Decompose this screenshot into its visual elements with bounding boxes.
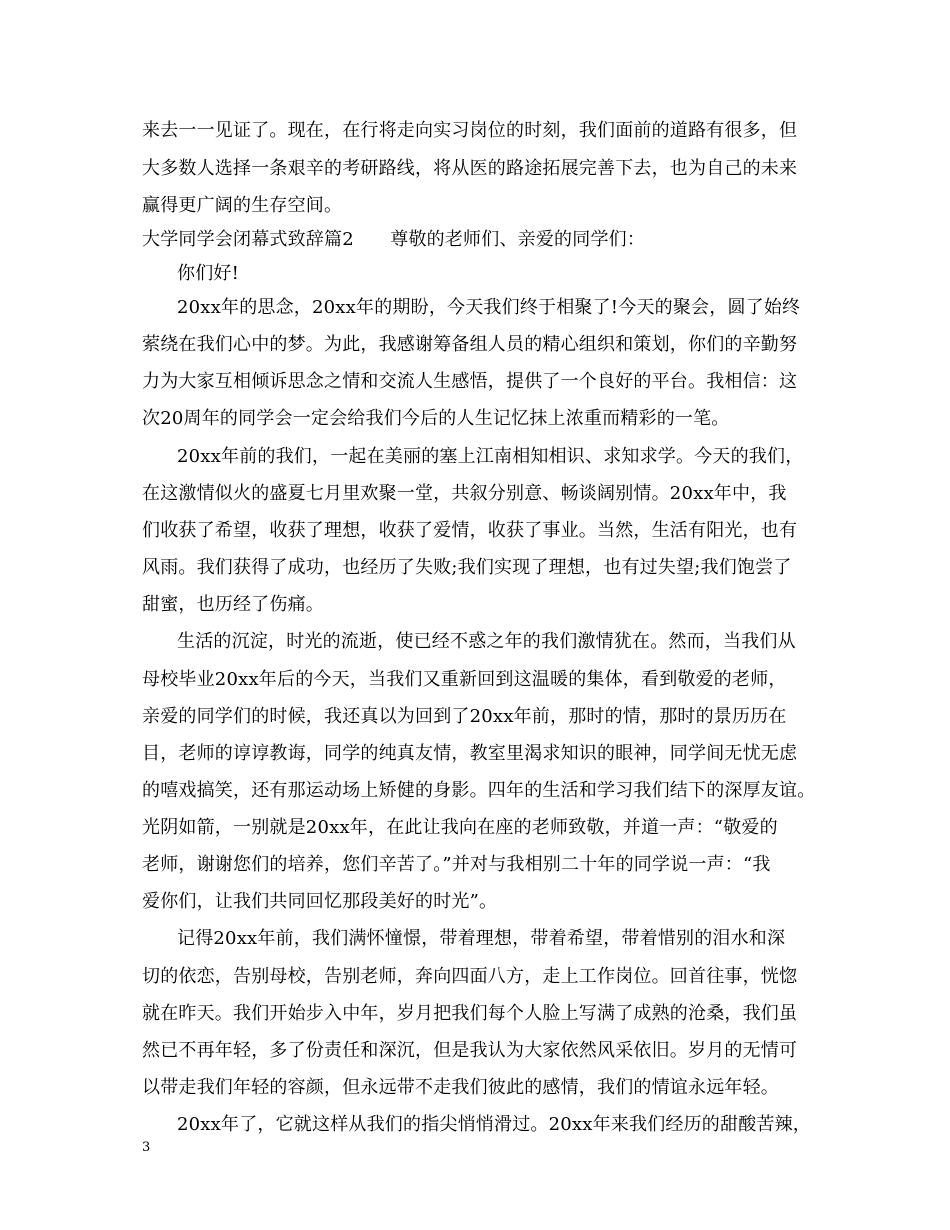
text-line: 以带走我们年轻的容颜，但永远带不走我们彼此的感情，我们的情谊永远年轻。	[142, 1077, 779, 1098]
page-number: 3	[142, 1140, 151, 1155]
text-line: 就在昨天。我们开始步入中年，岁月把我们每个人脸上写满了成熟的沧桑，我们虽	[142, 1003, 798, 1024]
text-line: 光阴如箭，一别就是20xx年，在此让我向在座的老师致敬，并道一声：“敬爱的	[142, 817, 778, 838]
text-line: 生活的沉淀，时光的流逝，使已经不惑之年的我们激情犹在。然而，当我们从	[177, 631, 796, 652]
text-line: 老师，谢谢您们的培养，您们辛苦了。”并对与我相别二十年的同学说一声：“我	[142, 854, 771, 875]
text-line: 大多数人选择一条艰辛的考研路线，将从医的路途拓展完善下去，也为自己的未来	[142, 158, 798, 179]
text-line: 次20周年的同学会一定会给我们今后的人生记忆抹上浓重而精彩的一笔。	[142, 408, 730, 429]
text-line: 然已不再年轻，多了份责任和深沉，但是我认为大家依然风采依旧。岁月的无情可	[142, 1040, 798, 1061]
text-line: 风雨。我们获得了成功，也经历了失败;我们实现了理想，也有过失望;我们饱尝了	[142, 557, 792, 578]
text-line: 亲爱的同学们的时候，我还真以为回到了20xx年前，那时的情，那时的景历历在	[142, 706, 787, 727]
section-heading-line: 大学同学会闭幕式致辞篇2 尊敬的老师们、亲爱的同学们：	[142, 229, 646, 250]
text-line: 来去一一见证了。现在，在行将走向实习岗位的时刻，我们面前的道路有很多，但	[142, 120, 798, 141]
text-line: 20xx年了，它就这样从我们的指尖悄悄滑过。20xx年来我们经历的甜酸苦辣，	[177, 1114, 812, 1135]
text-line: 母校毕业20xx年后的今天，当我们又重新回到这温暖的集体，看到敬爱的老师，	[142, 669, 787, 690]
text-line: 在这激情似火的盛夏七月里欢聚一堂，共叙分别意、畅谈阔别情。20xx年中，我	[142, 483, 787, 504]
text-line: 20xx年的思念，20xx年的期盼，今天我们终于相聚了!今天的聚会，圆了始终	[177, 297, 801, 318]
text-line: 的嘻戏搞笑，还有那运动场上矫健的身影。四年的生活和学习我们结下的深厚友谊。	[142, 780, 816, 801]
text-line: 赢得更广阔的生存空间。	[142, 195, 343, 216]
text-line: 爱你们，让我们共同回忆那段美好的时光”。	[142, 891, 498, 912]
text-line: 20xx年前的我们，一起在美丽的塞上江南相知相识、求知求学。今天的我们，	[177, 446, 804, 467]
text-line: 记得20xx年前，我们满怀憧憬，带着理想，带着希望，带着惜别的泪水和深	[177, 928, 786, 949]
text-line: 甜蜜，也历经了伤痛。	[142, 594, 324, 615]
text-line: 切的依恋，告别母校，告别老师，奔向四面八方，走上工作岗位。回首往事，恍惚	[142, 966, 798, 987]
text-line: 们收获了希望，收获了理想，收获了爱情，收获了事业。当然，生活有阳光，也有	[142, 520, 798, 541]
text-line: 目，老师的谆谆教诲，同学的纯真友情，教室里渴求知识的眼神，同学间无忧无虑	[142, 743, 798, 764]
text-line: 萦绕在我们心中的梦。为此，我感谢筹备组人员的精心组织和策划，你们的辛勤努	[142, 334, 798, 355]
text-line: 力为大家互相倾诉思念之情和交流人生感悟，提供了一个良好的平台。我相信：这	[142, 371, 798, 392]
greeting-line: 你们好!	[177, 263, 240, 284]
